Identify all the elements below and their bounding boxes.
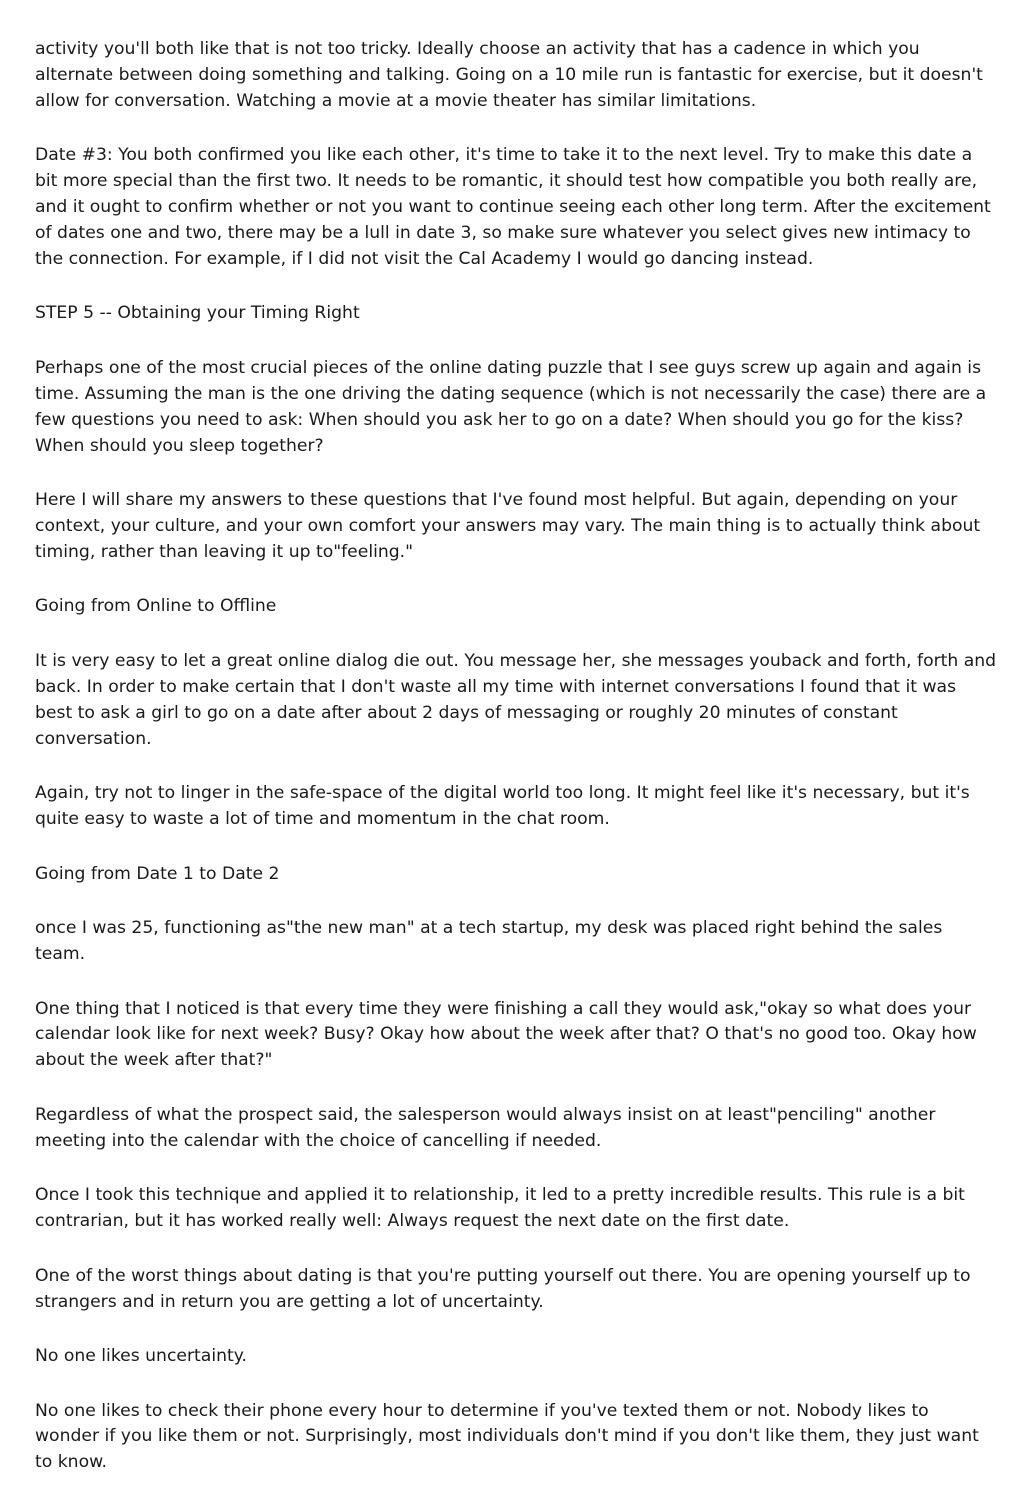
document-page bbox=[35, 37, 997, 1505]
paragraph-timing-puzzle: Perhaps one of the most crucial pieces of the online dating puzzle that I see guys screw up again and again is time. Assuming the man is the one driving the dating sequence (which is not necessarily the case) there are a few questions you need to ask: When should you ask her to go on a date? When should you go for the kiss? When should you sleep together? bbox=[35, 357, 987, 456]
paragraph-technique: Once I took this technique and applied it to relationship, it led to a pretty incredible results. This rule is a bit contrarian, but it has worked really well: Always request the next date on the first date. bbox=[35, 1185, 965, 1232]
paragraph-uncertainty: No one likes uncertainty. bbox=[35, 1346, 247, 1367]
paragraph-tech-startup: once I was 25, functioning as"the new man" at a tech startup, my desk was placed right behind the sales team. bbox=[35, 918, 943, 964]
paragraph-answers: Here I will share my answers to these questions that I've found most helpful. But again, depending on your context, your culture, and your own comfort your answers may vary. The main thing is to actually think about timing, rather than leaving it up to"feeling." bbox=[35, 490, 981, 562]
paragraph-penciling: Regardless of what the prospect said, the salesperson would always insist on at least"penciling" another meeting into the calendar with the choice of cancelling if needed. bbox=[35, 1104, 936, 1151]
section-heading-step-5: STEP 5 -- Obtaining your Timing Right bbox=[35, 303, 360, 324]
paragraph-activity-cadence: activity you'll both like that is not too tricky. Ideally choose an activity that has a cadence in which you alternate between doing something and talking. Going on a 10 mile run is fantastic for exercise, but it doesn't allow for conversation. Watching a movie at a movie theater has similar limitations. bbox=[35, 39, 983, 111]
paragraph-date-3: Date #3: You both confirmed you like each other, it's time to take it to the next level. Try to make this date a bit more special than the first two. It needs to be romantic, it should test how compatible you both really are, and it ought to confirm whether or not you want to continue seeing each other long term. After the excitement of dates one and two, there may be a lull in date 3, so make sure whatever you select gives new intimacy to the connection. For example, if I did not visit the Cal Academy I would go dancing instead. bbox=[35, 145, 991, 269]
paragraph-safe-space: Again, try not to linger in the safe-space of the digital world too long. It might feel like it's necessary, but it's quite easy to waste a lot of time and momentum in the chat room. bbox=[35, 783, 970, 830]
paragraph-check-phone: No one likes to check their phone every hour to determine if you've texted them or not. Nobody likes to wonder if you like them or not. Surprisingly, most individuals don't mind if you don't like them, they just want to know. bbox=[35, 1400, 979, 1473]
paragraph-online-dialog: It is very easy to let a great online dialog die out. You message her, she messages youback and forth, forth and back. In order to make certain that I don't waste all my time with internet conversations I found that it was best to ask a girl to go on a date after about 2 days of messaging or roughly 20 minutes of constant conversation. bbox=[35, 650, 997, 749]
paragraph-worst-things: One of the worst things about dating is that you're putting yourself out there. You are opening yourself up to strangers and in return you are getting a lot of uncertainty. bbox=[35, 1265, 971, 1312]
subheading-date-1-to-2: Going from Date 1 to Date 2 bbox=[35, 863, 280, 884]
subheading-online-to-offline: Going from Online to Offline bbox=[35, 596, 277, 617]
paragraph-sales-calls: One thing that I noticed is that every time they were finishing a call they would ask,"okay so what does your calendar look like for next week? Busy? Okay how about the week after that? O that's no good too. Okay how about the week after that?" bbox=[35, 998, 977, 1071]
